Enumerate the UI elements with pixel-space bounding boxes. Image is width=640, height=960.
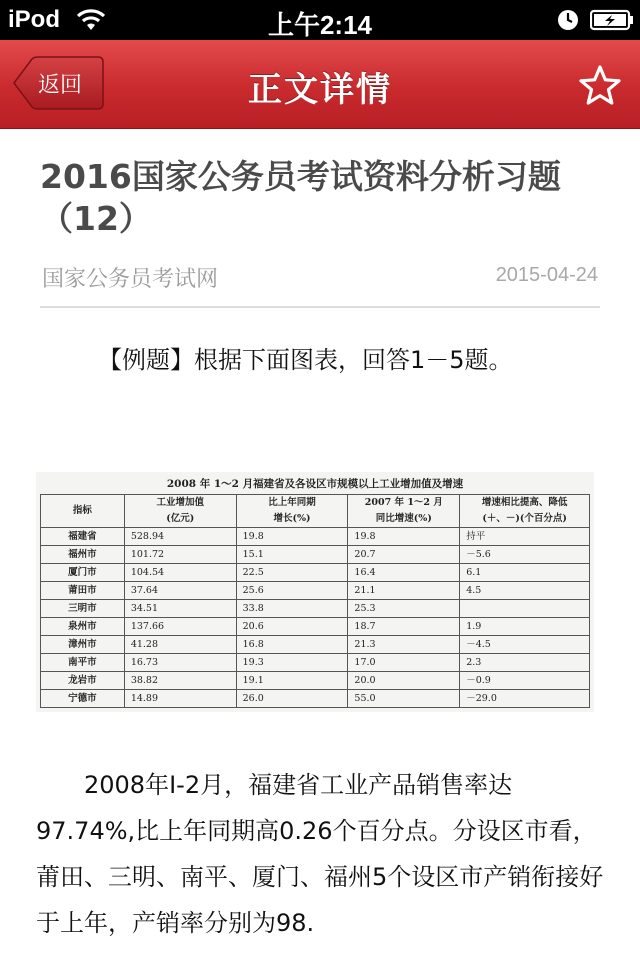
table-cell: 41.28 [124,636,236,654]
table-cell: 101.72 [124,546,236,564]
table-cell: 20.7 [348,546,460,564]
data-table [40,494,590,708]
article-title: 2016国家公务员考试资料分析习题（12） [40,157,561,238]
table-cell: －0.9 [460,672,590,690]
nav-bar [0,40,640,129]
table-cell: －29.0 [460,690,590,708]
table-cell: 4.5 [460,582,590,600]
table-cell: 19.3 [236,654,348,672]
table-cell: 37.64 [124,582,236,600]
table-header: 增长(%) [236,511,348,528]
table-row [41,672,590,690]
table-caption: 2008 年 1～2 月福建省及各设区市规模以上工业增加值及增速 [166,478,464,490]
status-time: 上午2:14 [267,10,373,40]
table-cell: 20.0 [348,672,460,690]
table-cell: 21.1 [348,582,460,600]
table-cell: 16.8 [236,636,348,654]
table-cell: 14.89 [124,690,236,708]
table-cell: 宁德市 [41,690,125,708]
table-header: 工业增加值 [124,495,236,512]
table-cell: 持平 [460,528,590,546]
header-divider [40,306,600,308]
table-cell: 19.8 [236,528,348,546]
table-cell: 19.8 [348,528,460,546]
table-cell: 38.82 [124,672,236,690]
table-cell: 泉州市 [41,618,125,636]
table-cell: 2.3 [460,654,590,672]
table-cell: 18.7 [348,618,460,636]
table-cell: －5.6 [460,546,590,564]
article-body [36,762,606,946]
table-row [41,564,590,582]
star-outline-icon [578,64,622,108]
table-row [41,654,590,672]
table-cell: 17.0 [348,654,460,672]
table-cell [460,600,590,618]
article-paragraph: 2008年I-2月，福建省工业产品销售率达97.74%,比上年同期高0.26个百分点。分设区市看，莆田、三明、南平、厦门、福州5个设区市产销衔接好于上年，产销率分别为98. [36,771,604,937]
table-cell: 22.5 [236,564,348,582]
clock-icon [556,8,580,37]
table-cell: 16.73 [124,654,236,672]
table-row [41,618,590,636]
table-header: (＋、－)(个百分点) [460,511,590,528]
table-cell: 龙岩市 [41,672,125,690]
table-header: 指标 [41,495,125,528]
table-cell: 137.66 [124,618,236,636]
table-cell: 6.1 [460,564,590,582]
table-header: 同比增速(%) [348,511,460,528]
table-cell: 26.0 [236,690,348,708]
table-cell: 34.51 [124,600,236,618]
article-date: 2015-04-24 [495,264,598,286]
table-cell: 三明市 [41,600,125,618]
table-cell: 15.1 [236,546,348,564]
table-cell: 1.9 [460,618,590,636]
page-title: 正文详情 [248,70,392,110]
carrier-label: iPod [8,6,60,33]
table-header: (亿元) [124,511,236,528]
article-source: 国家公务员考试网 [42,267,219,292]
status-bar [0,0,640,40]
table-cell: 福州市 [41,546,125,564]
table-header: 2007 年 1～2 月 [348,495,460,512]
table-cell: 福建省 [41,528,125,546]
table-row [41,636,590,654]
table-cell: 漳州市 [41,636,125,654]
table-cell: 南平市 [41,654,125,672]
table-row [41,546,590,564]
table-cell: 莆田市 [41,582,125,600]
table-cell: 33.8 [236,600,348,618]
table-header: 比上年同期 [236,495,348,512]
table-cell: 20.6 [236,618,348,636]
table-row [41,600,590,618]
table-cell: 528.94 [124,528,236,546]
table-cell: 21.3 [348,636,460,654]
favorite-button[interactable] [578,64,622,108]
back-button-label: 返回 [38,73,83,98]
table-header: 增速相比提高、降低 [460,495,590,512]
table-cell: 厦门市 [41,564,125,582]
table-row [41,582,590,600]
table-cell: 55.0 [348,690,460,708]
data-table-image [36,472,594,712]
table-cell: 25.6 [236,582,348,600]
table-cell: 104.54 [124,564,236,582]
table-cell: 25.3 [348,600,460,618]
table-cell: －4.5 [460,636,590,654]
example-prompt: 【例题】根据下面图表，回答1－5题。 [98,346,513,374]
table-row [41,528,590,546]
table-row [41,690,590,708]
battery-charging-icon [590,9,634,36]
table-cell: 16.4 [348,564,460,582]
table-cell: 19.1 [236,672,348,690]
